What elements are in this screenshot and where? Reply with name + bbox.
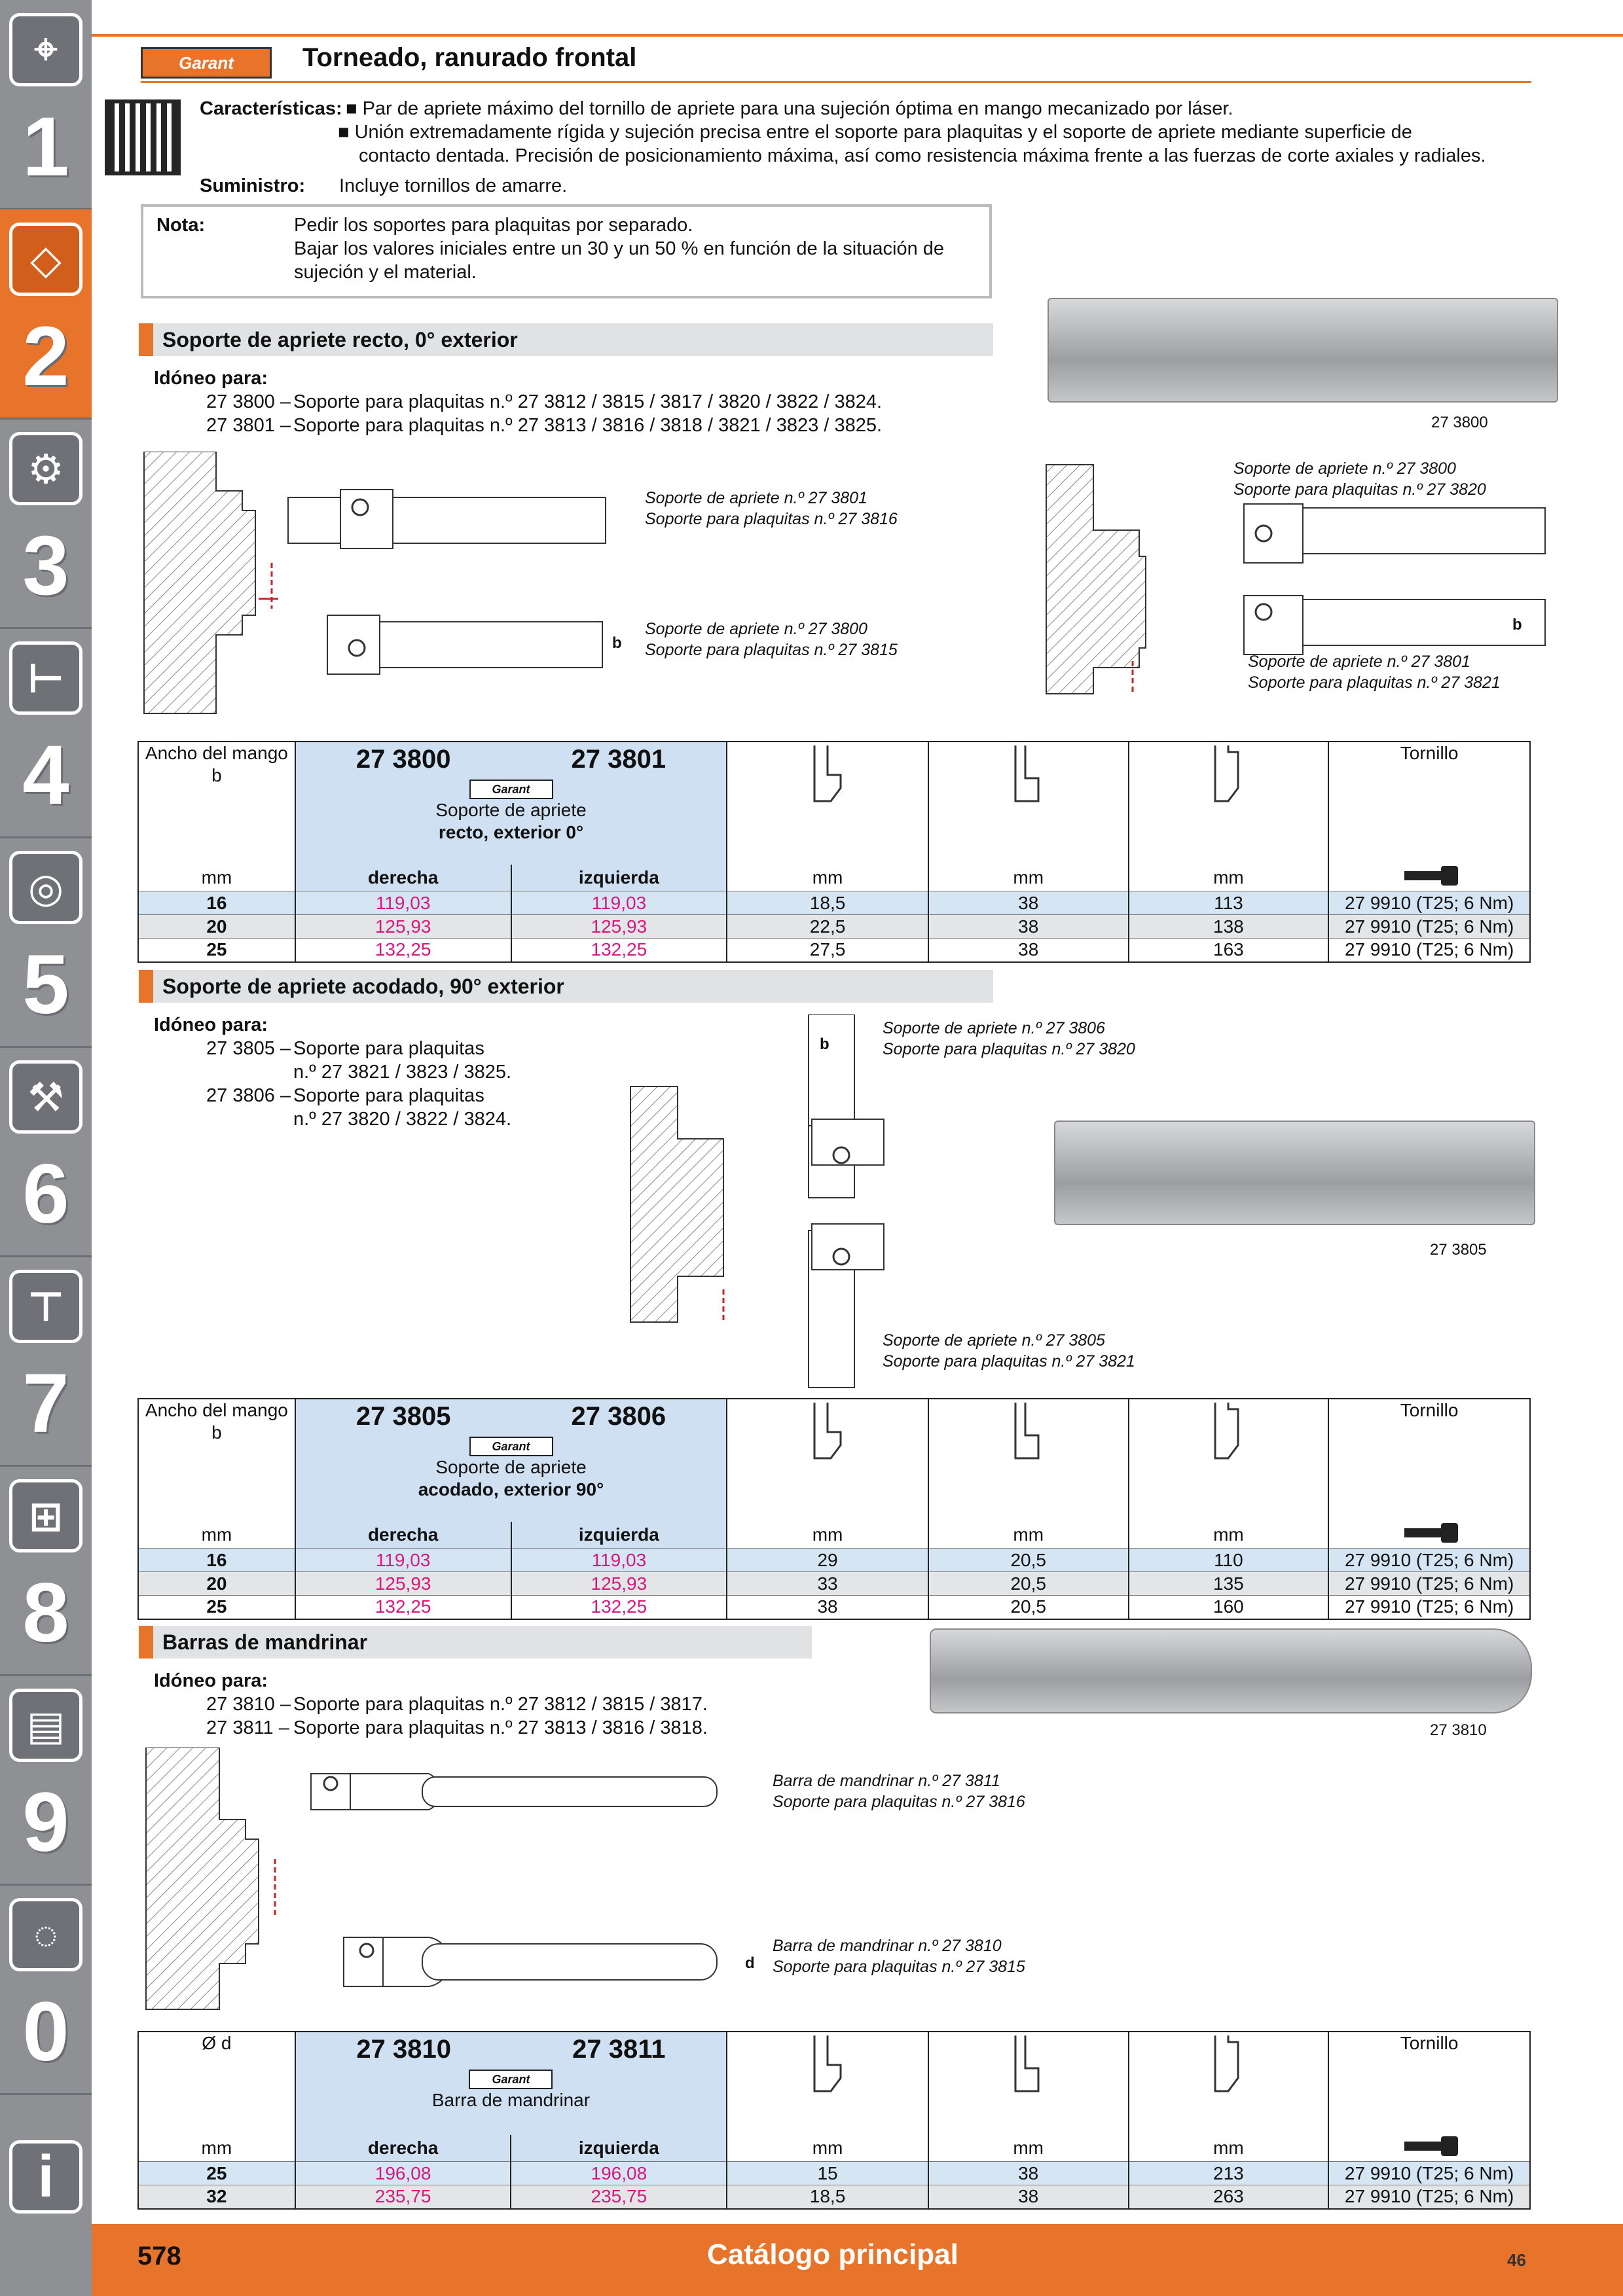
dim-label: b	[820, 1035, 830, 1053]
drawing-caption: Soporte para plaquitas n.º 27 3816	[645, 510, 898, 528]
chapter-number: 2	[22, 310, 69, 403]
drawing-caption: Soporte de apriete n.º 27 3806	[883, 1019, 1105, 1037]
section-header: Soporte de apriete acodado, 90° exterior	[139, 970, 993, 1003]
section-header: Barras de mandrinar	[139, 1626, 812, 1659]
top-rule	[92, 34, 1623, 37]
chapter-tab-7[interactable]	[0, 1257, 92, 1466]
dim-label: d	[745, 1954, 755, 1972]
chapter-icon: ▤	[9, 1689, 82, 1762]
suitable-text: Soporte para plaquitas n.º 27 3813 / 3816 / 3818 / 3821 / 3823 / 3825.	[293, 415, 883, 436]
technical-drawing	[137, 452, 622, 726]
unit-cell: izquierda	[511, 1522, 727, 1549]
garant-logo: Garant	[469, 2070, 553, 2089]
unit-cell: derecha	[295, 865, 511, 891]
chapter-number: 8	[22, 1566, 69, 1660]
chapter-tab-5[interactable]	[0, 838, 92, 1047]
chapter-tab-6[interactable]	[0, 1047, 92, 1257]
col-header-article: 27 3800 27 3801 Garant Soporte de apriete recto, exterior 0°	[295, 742, 727, 865]
suitable-text: Soporte para plaquitas	[293, 1038, 484, 1059]
feature-item: ■ Unión extremadamente rígida y sujeción precisa entre el soporte para plaquitas y el soporte de apriete mediante superficie de	[338, 122, 1412, 143]
chapter-icon: ⌖	[9, 13, 82, 86]
screw-icon	[1328, 1522, 1530, 1549]
chapter-tab-8[interactable]	[0, 1466, 92, 1676]
supply-label: Suministro:	[200, 175, 306, 196]
price-table	[137, 741, 1531, 963]
photo-label: 27 3805	[1430, 1241, 1487, 1259]
qr-code-icon	[105, 99, 181, 175]
chapter-number: 0	[22, 1985, 69, 2079]
dim-label: b	[612, 634, 622, 652]
insert-diagram-icon	[1129, 2032, 1329, 2135]
page-number: 578	[137, 2242, 181, 2270]
insert-diagram-icon	[727, 1399, 928, 1522]
unit-cell: mm	[1129, 2135, 1329, 2162]
chapter-number: 4	[22, 728, 69, 822]
chapter-tab-0[interactable]	[0, 1885, 92, 2094]
supply-text: Incluye tornillos de amarre.	[339, 175, 568, 196]
note-line: sujeción y el material.	[294, 262, 477, 283]
drawing-caption: Soporte de apriete n.º 27 3801	[1248, 653, 1470, 671]
garant-logo: Garant	[469, 1437, 553, 1456]
chapter-sidebar	[0, 0, 92, 2296]
unit-cell: mm	[138, 865, 295, 891]
suitable-text: Soporte para plaquitas n.º 27 3813 / 3816 / 3818.	[293, 1717, 708, 1738]
drawing-caption: Soporte para plaquitas n.º 27 3820	[1233, 480, 1486, 499]
note-label: Nota:	[156, 215, 206, 236]
suitable-text: Soporte para plaquitas n.º 27 3812 / 3815 / 3817 / 3820 / 3822 / 3824.	[293, 391, 883, 412]
insert-diagram-icon	[928, 2032, 1129, 2135]
drawing-caption: Soporte de apriete n.º 27 3800	[645, 620, 867, 638]
suitable-text: Soporte para plaquitas	[293, 1085, 484, 1106]
unit-cell: mm	[727, 1522, 928, 1549]
suitable-code: 27 3811 –	[206, 1717, 289, 1738]
chapter-number: 7	[22, 1357, 69, 1450]
drawing-caption: Soporte para plaquitas n.º 27 3821	[1248, 673, 1501, 692]
insert-diagram-icon	[1129, 742, 1329, 865]
col-header-article: 27 3805 27 3806 Garant Soporte de apriete acodado, exterior 90°	[295, 1399, 727, 1522]
drawing-caption: Soporte para plaquitas n.º 27 3820	[883, 1040, 1135, 1058]
dim-label: b	[1512, 616, 1522, 634]
suitable-text: n.º 27 3820 / 3822 / 3824.	[293, 1109, 512, 1130]
screw-icon	[1328, 865, 1530, 891]
title-rule	[141, 81, 1531, 83]
screw-icon	[1328, 2135, 1530, 2162]
footer-code: 46	[1507, 2250, 1526, 2270]
drawing-caption: Soporte para plaquitas n.º 27 3821	[883, 1352, 1135, 1371]
table-row: 25 196,08 196,08 15 38 213 27 9910 (T25; 6 Nm)	[138, 2162, 1530, 2185]
chapter-tab-9[interactable]	[0, 1676, 92, 1885]
insert-diagram-icon	[1129, 1399, 1329, 1522]
unit-cell: mm	[928, 865, 1129, 891]
chapter-tab-2[interactable]	[0, 209, 92, 419]
drawing-caption: Soporte de apriete n.º 27 3805	[883, 1331, 1105, 1350]
suitable-code: 27 3810 –	[206, 1694, 291, 1715]
insert-diagram-icon	[928, 1399, 1129, 1522]
unit-cell: mm	[1129, 1522, 1329, 1549]
chapter-divider	[0, 2093, 92, 2095]
table-row: 25 132,25 132,25 38 20,5 160 27 9910 (T25; 6 Nm)	[138, 1596, 1530, 1619]
table-row: 20 125,93 125,93 33 20,5 135 27 9910 (T25; 6 Nm)	[138, 1572, 1530, 1596]
unit-cell: mm	[928, 2135, 1129, 2162]
suitable-label: Idóneo para:	[154, 1670, 268, 1691]
col-header-article: 27 3810 27 3811 Garant Barra de mandrinar	[295, 2032, 727, 2135]
price-table	[137, 2031, 1531, 2210]
col-header-width: Ancho del mango b	[138, 1399, 295, 1522]
chapter-icon: ⊤	[9, 1270, 82, 1343]
price-table	[137, 1398, 1531, 1620]
unit-cell: mm	[928, 1522, 1129, 1549]
drawing-caption: Soporte de apriete n.º 27 3800	[1233, 459, 1456, 478]
drawing-caption: Barra de mandrinar n.º 27 3811	[773, 1772, 1000, 1790]
feature-item: ■ Par de apriete máximo del tornillo de apriete para una sujeción óptima en mango mecanizado por láser.	[346, 98, 1233, 119]
suitable-label: Idóneo para:	[154, 368, 268, 389]
suitable-code: 27 3806 –	[206, 1085, 291, 1106]
table-row: 20 125,93 125,93 22,5 38 138 27 9910 (T25; 6 Nm)	[138, 915, 1530, 939]
suitable-code: 27 3801 –	[206, 415, 291, 436]
suitable-code: 27 3800 –	[206, 391, 291, 412]
unit-cell: mm	[138, 1522, 295, 1549]
feature-item-cont: contacto dentada. Precisión de posicionamiento máxima, así como resistencia máxima frente a las fuerzas de corte axiales y radiales.	[359, 145, 1486, 166]
table-row: 32 235,75 235,75 18,5 38 263 27 9910 (T25; 6 Nm)	[138, 2185, 1530, 2209]
unit-cell: mm	[138, 2135, 295, 2162]
note-box	[141, 204, 992, 298]
garant-logo: Garant	[141, 47, 272, 79]
table-row: 25 132,25 132,25 27,5 38 163 27 9910 (T25; 6 Nm)	[138, 939, 1530, 962]
table-row: 16 119,03 119,03 29 20,5 110 27 9910 (T25; 6 Nm)	[138, 1549, 1530, 1572]
features-label: Características:	[200, 98, 342, 119]
drawing-caption: Soporte para plaquitas n.º 27 3815	[645, 641, 898, 659]
col-header-diameter: Ø d	[138, 2032, 295, 2135]
unit-cell: derecha	[295, 2135, 511, 2162]
chapter-icon: ⚙	[9, 432, 82, 505]
chapter-icon: ⚒	[9, 1060, 82, 1134]
chapter-icon: ◇	[9, 223, 82, 296]
technical-drawing	[625, 1014, 887, 1394]
unit-cell: mm	[1129, 865, 1329, 891]
chapter-tab-4[interactable]	[0, 628, 92, 838]
suitable-text: Soporte para plaquitas n.º 27 3812 / 3815 / 3817.	[293, 1694, 708, 1715]
page-title: Torneado, ranurado frontal	[302, 43, 637, 72]
drawing-caption: Barra de mandrinar n.º 27 3810	[773, 1937, 1002, 1955]
col-header-screw: Tornillo	[1328, 1399, 1530, 1522]
unit-cell: izquierda	[511, 865, 727, 891]
photo-label: 27 3800	[1431, 414, 1488, 431]
chapter-icon: ◌	[9, 1898, 82, 1971]
unit-cell: mm	[727, 865, 928, 891]
chapter-number: 9	[22, 1776, 69, 1869]
insert-diagram-icon	[928, 742, 1129, 865]
drawing-caption: Soporte para plaquitas n.º 27 3816	[773, 1793, 1025, 1811]
unit-cell: izquierda	[511, 2135, 727, 2162]
drawing-caption: Soporte de apriete n.º 27 3801	[645, 489, 867, 507]
note-line: Pedir los soportes para plaquitas por separado.	[294, 215, 693, 236]
chapter-number: 6	[22, 1147, 69, 1241]
photo-label: 27 3810	[1430, 1721, 1487, 1739]
col-header-width: Ancho del mango b	[138, 742, 295, 865]
suitable-label: Idóneo para:	[154, 1014, 268, 1035]
suitable-code: 27 3805 –	[206, 1038, 291, 1059]
col-header-screw: Tornillo	[1328, 2032, 1530, 2135]
chapter-number: 5	[22, 938, 69, 1031]
unit-cell: mm	[727, 2135, 928, 2162]
chapter-tab-3[interactable]	[0, 419, 92, 628]
note-line: Bajar los valores iniciales entre un 30 y un 50 % en función de la situación de	[294, 238, 945, 259]
chapter-icon: ⊢	[9, 641, 82, 715]
chapter-number: 3	[22, 519, 69, 613]
insert-diagram-icon	[727, 742, 928, 865]
product-photo	[1054, 1121, 1535, 1225]
chapter-number: 1	[22, 100, 69, 194]
section-header: Soporte de apriete recto, 0° exterior	[139, 323, 993, 356]
technical-drawing	[141, 1748, 769, 2016]
product-photo	[1048, 298, 1558, 403]
footer-title: Catálogo principal	[707, 2238, 958, 2270]
table-row: 16 119,03 119,03 18,5 38 113 27 9910 (T25; 6 Nm)	[138, 891, 1530, 915]
garant-logo: Garant	[469, 780, 553, 799]
product-photo	[930, 1628, 1532, 1713]
col-header-screw: Tornillo	[1328, 742, 1530, 865]
suitable-text: n.º 27 3821 / 3823 / 3825.	[293, 1062, 512, 1083]
unit-cell: derecha	[295, 1522, 511, 1549]
chapter-tab-1[interactable]	[0, 0, 92, 209]
info-icon[interactable]: i	[9, 2140, 82, 2214]
chapter-icon: ⊞	[9, 1479, 82, 1552]
insert-diagram-icon	[727, 2032, 928, 2135]
drawing-caption: Soporte para plaquitas n.º 27 3815	[773, 1958, 1025, 1976]
chapter-icon: ◎	[9, 851, 82, 924]
